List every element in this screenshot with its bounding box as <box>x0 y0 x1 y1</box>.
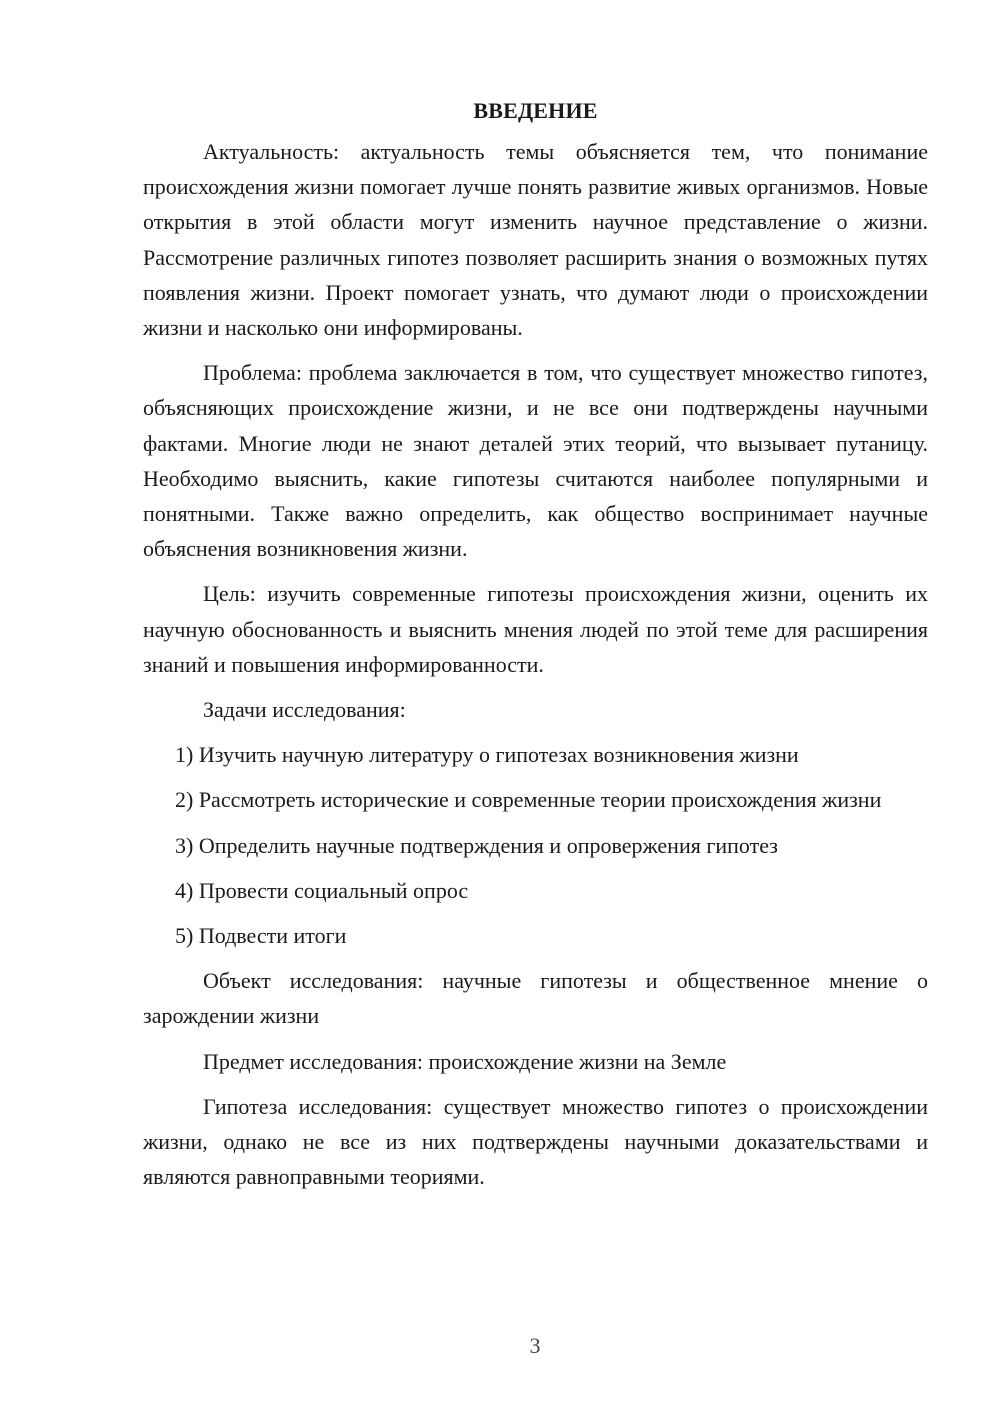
page-number: 3 <box>529 1333 541 1358</box>
paragraph-problem: Проблема: проблема заключается в том, что существует множество гипотез, объясняющих происхождение жизни, и не все они подтверждены научными фактами. Многие люди не знают деталей этих теорий, что вызывает путаницу. Необходимо выяснить, какие гипотезы считаются наиболее популярными и понятными. Также важно определить, как общество воспринимает научные объяснения возникновения жизни. <box>143 360 928 562</box>
tasks-list <box>143 737 928 953</box>
task-item-1: 1) Изучить научную литературу о гипотезах возникновения жизни <box>175 742 799 768</box>
paragraph-subject: Предмет исследования: происхождение жизни на Земле <box>203 1048 727 1074</box>
paragraph-goal: Цель: изучить современные гипотезы происхождения жизни, оценить их научную обоснованность и выяснить мнения людей по этой теме для расширения знаний и повышения информированности. <box>143 581 928 677</box>
task-item-2: 2) Рассмотреть исторические и современные теории происхождения жизни <box>175 787 882 813</box>
paragraph-hypothesis: Гипотеза исследования: существует множество гипотез о происхождении жизни, однако не все из них подтверждены научными доказательствами и являются равноправными теориями. <box>143 1093 928 1190</box>
document-page <box>143 96 928 1204</box>
task-item-4: 4) Провести социальный опрос <box>175 877 469 903</box>
tasks-heading: Задачи исследования: <box>203 697 406 723</box>
paragraph-relevance: Актуальность: актуальность темы объясняется тем, что понимание происхождения жизни помогает лучше понять развитие живых организмов. Новые открытия в этой области могут изменить научное представление о жизни. Рассмотрение различных гипотез позволяет расширить знания о возможных путях появления жизни. Проект помогает узнать, что думают люди о происхождении жизни и насколько они информированы. <box>143 139 928 341</box>
page-title: ВВЕДЕНИЕ <box>473 98 598 123</box>
task-item-5: 5) Подвести итоги <box>175 923 347 949</box>
paragraph-object: Объект исследования: научные гипотезы и общественное мнение о зарождении жизни <box>143 968 928 1029</box>
task-item-3: 3) Определить научные подтверждения и опровержения гипотез <box>175 832 778 858</box>
